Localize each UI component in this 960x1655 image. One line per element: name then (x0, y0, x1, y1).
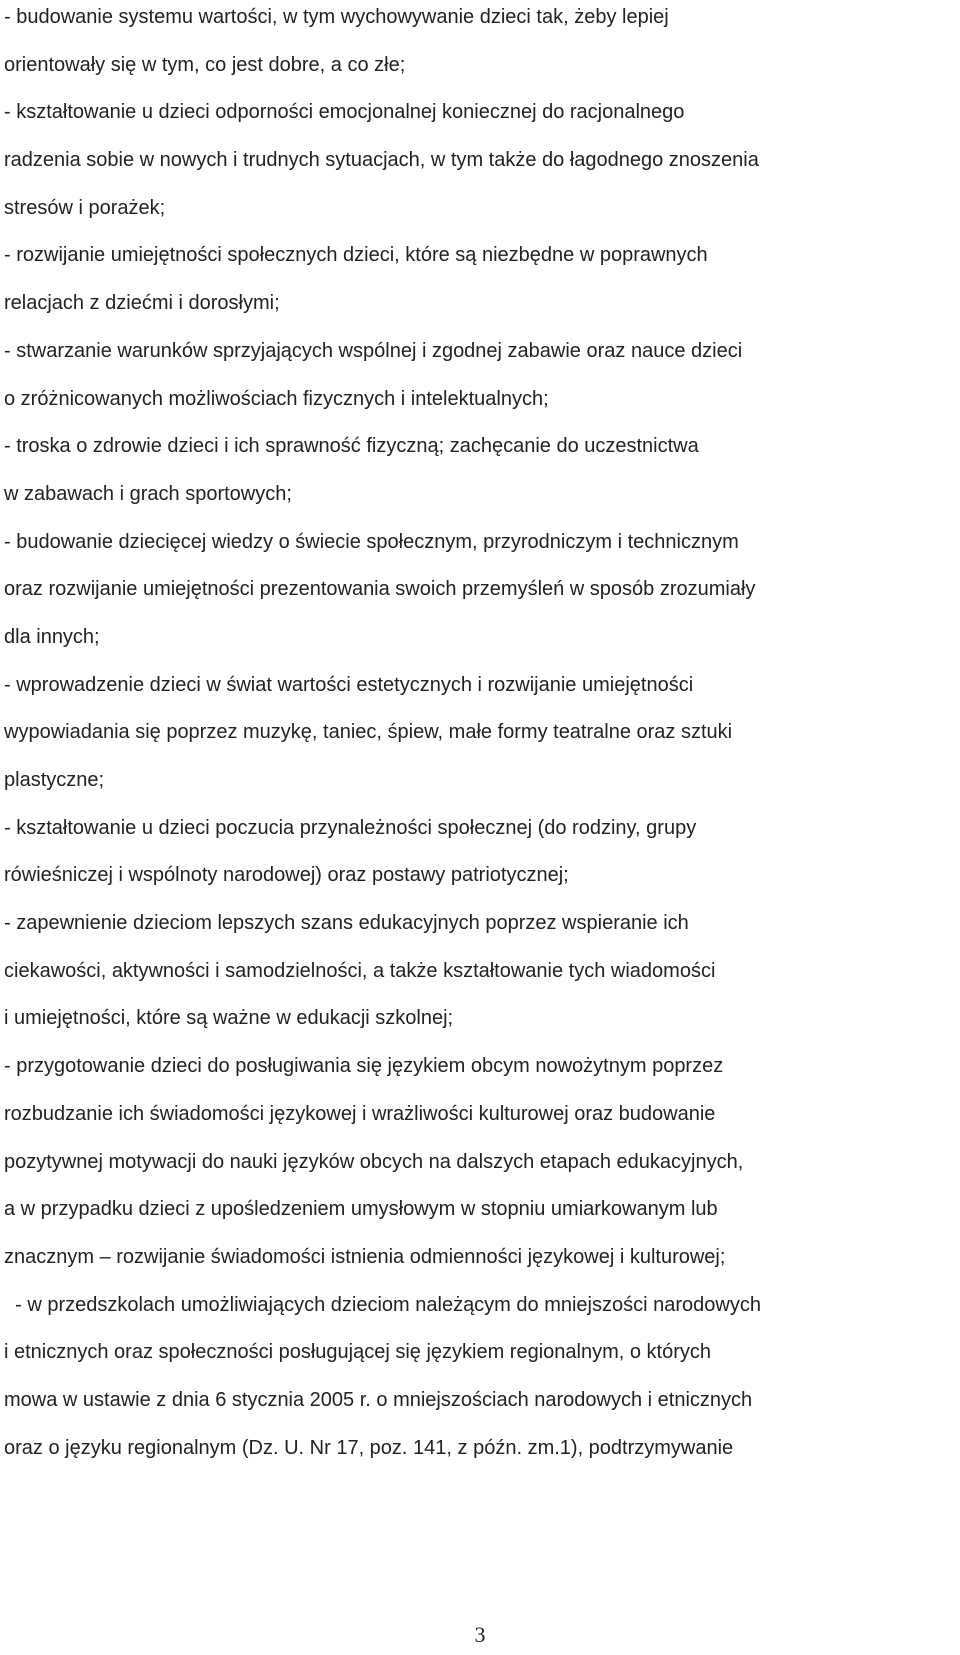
text-line: ciekawości, aktywności i samodzielności, a także kształtowanie tych wiadomości (4, 959, 716, 982)
text-line: rówieśniczej i wspólnoty narodowej) oraz postawy patriotycznej; (4, 864, 569, 887)
text-line: orientowały się w tym, co jest dobre, a co złe; (4, 53, 406, 76)
text-line: i umiejętności, które są ważne w edukacji szkolnej; (4, 1007, 454, 1030)
text-line: - wprowadzenie dzieci w świat wartości estetycznych i rozwijanie umiejętności (4, 673, 694, 696)
text-line: stresów i porażek; (4, 196, 166, 219)
text-line: mowa w ustawie z dnia 6 stycznia 2005 r. o mniejszościach narodowych i etnicznych (4, 1388, 753, 1411)
text-line: - w przedszkolach umożliwiających dzieciom należącym do mniejszości narodowych (4, 1293, 761, 1316)
text-line: rozbudzanie ich świadomości językowej i wrażliwości kulturowej oraz budowanie (4, 1102, 716, 1125)
text-line: znacznym – rozwijanie świadomości istnienia odmienności językowej i kulturowej; (4, 1245, 726, 1268)
body-text (4, 0, 954, 1478)
text-line: - przygotowanie dzieci do posługiwania się językiem obcym nowożytnym poprzez (4, 1055, 724, 1078)
text-line: dla innych; (4, 625, 100, 648)
text-line: - budowanie dziecięcej wiedzy o świecie społecznym, przyrodniczym i technicznym (4, 530, 739, 553)
text-line: wypowiadania się poprzez muzykę, taniec, śpiew, małe formy teatralne oraz sztuki (4, 721, 733, 744)
text-line: oraz o języku regionalnym (Dz. U. Nr 17, poz. 141, z późn. zm.1), podtrzymywanie (4, 1436, 734, 1459)
text-line: - kształtowanie u dzieci odporności emocjonalnej koniecznej do racjonalnego (4, 101, 685, 124)
text-line: pozytywnej motywacji do nauki języków obcych na dalszych etapach edukacyjnych, (4, 1150, 744, 1173)
text-line: a w przypadku dzieci z upośledzeniem umysłowym w stopniu umiarkowanym lub (4, 1198, 718, 1221)
text-line: i etnicznych oraz społeczności posługującej się językiem regionalnym, o których (4, 1341, 711, 1364)
text-line: oraz rozwijanie umiejętności prezentowania swoich przemyśleń w sposób zrozumiały (4, 578, 756, 601)
text-line: - zapewnienie dzieciom lepszych szans edukacyjnych poprzez wspieranie ich (4, 912, 689, 935)
text-line: relacjach z dziećmi i dorosłymi; (4, 292, 280, 315)
text-line: - troska o zdrowie dzieci i ich sprawność fizyczną; zachęcanie do uczestnictwa (4, 435, 699, 458)
text-line: - budowanie systemu wartości, w tym wychowywanie dzieci tak, żeby lepiej (4, 6, 669, 28)
text-line: w zabawach i grach sportowych; (4, 482, 292, 505)
text-line: radzenia sobie w nowych i trudnych sytuacjach, w tym także do łagodnego znoszenia (4, 149, 759, 172)
page-number: 3 (474, 1622, 486, 1647)
text-line: - stwarzanie warunków sprzyjających wspólnej i zgodnej zabawie oraz nauce dzieci (4, 339, 743, 362)
text-line: plastyczne; (4, 769, 105, 791)
text-line: o zróżnicowanych możliwościach fizycznych i intelektualnych; (4, 387, 549, 410)
text-line: - rozwijanie umiejętności społecznych dzieci, które są niezbędne w poprawnych (4, 244, 708, 267)
text-line: - kształtowanie u dzieci poczucia przynależności społecznej (do rodziny, grupy (4, 816, 697, 839)
